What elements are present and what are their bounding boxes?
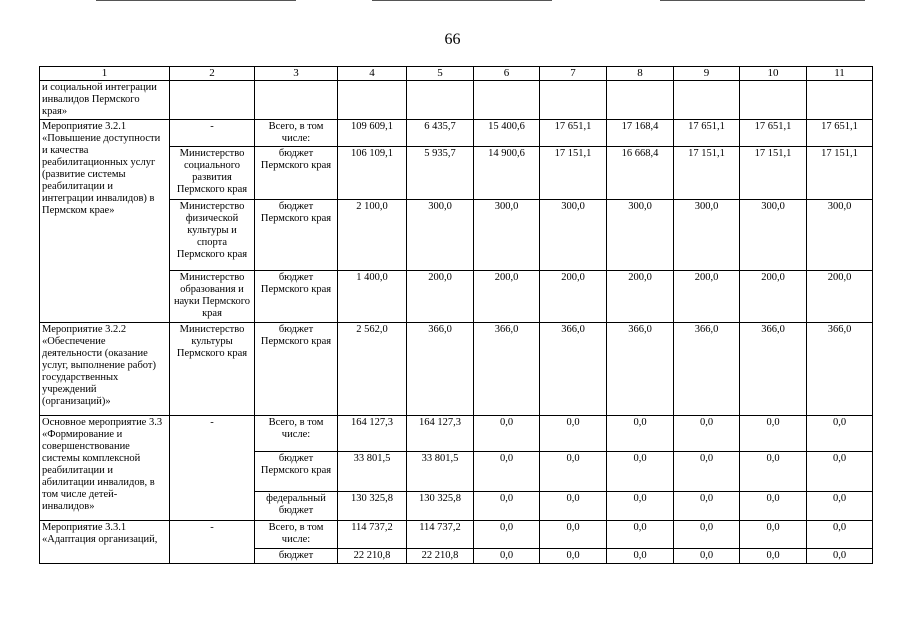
value-cell: 366,0 [407,323,474,416]
top-rule-left [96,0,296,1]
column-header-6: 6 [474,67,540,81]
funding-source: бюджет Пермского края [255,323,338,416]
value-cell: 17 151,1 [674,147,740,200]
table-row [40,323,873,416]
executor-cell: Министерство культуры Пермского края [170,323,255,416]
value-cell: 0,0 [607,521,674,549]
value-cell: 0,0 [540,452,607,492]
value-cell: 0,0 [740,492,807,521]
value-cell: 0,0 [740,549,807,564]
value-cell: 366,0 [674,323,740,416]
value-cell: 300,0 [407,200,474,271]
top-rule-right [660,0,865,1]
activity-name: и социальной интеграции инвалидов Пермского края» [40,81,170,120]
value-cell: 17 651,1 [740,120,807,147]
value-cell: 0,0 [807,549,873,564]
value-cell: 200,0 [807,271,873,323]
value-cell: 22 210,8 [407,549,474,564]
value-cell: 0,0 [607,492,674,521]
table-row [40,120,873,147]
value-cell: 1 400,0 [338,271,407,323]
value-cell: 0,0 [540,549,607,564]
value-cell: 114 737,2 [338,521,407,549]
value-cell: 130 325,8 [407,492,474,521]
value-cell: 17 151,1 [740,147,807,200]
value-cell: 17 151,1 [807,147,873,200]
executor-cell: Министерство социального развития Пермского края [170,147,255,200]
value-cell [740,81,807,120]
funding-source: бюджет Пермского края [255,452,338,492]
value-cell: 366,0 [474,323,540,416]
executor-cell: - [170,521,255,564]
value-cell [474,81,540,120]
value-cell: 200,0 [540,271,607,323]
funding-source: бюджет [255,549,338,564]
page-number: 66 [444,31,461,48]
value-cell: 0,0 [607,549,674,564]
funding-source: федеральный бюджет [255,492,338,521]
value-cell: 0,0 [540,492,607,521]
funding-source: Всего, в том числе: [255,416,338,452]
funding-source: бюджет Пермского края [255,271,338,323]
value-cell: 17 651,1 [674,120,740,147]
value-cell: 17 651,1 [807,120,873,147]
activity-name: Мероприятие 3.2.2 «Обеспечение деятельности (оказание услуг, выполнение работ) государственных учреждений (организаций)» [40,323,170,416]
top-rule-middle [372,0,552,1]
value-cell: 366,0 [540,323,607,416]
funding-source: бюджет Пермского края [255,200,338,271]
value-cell: 300,0 [807,200,873,271]
value-cell: 0,0 [607,452,674,492]
value-cell: 300,0 [607,200,674,271]
value-cell: 300,0 [674,200,740,271]
column-header-5: 5 [407,67,474,81]
executor-cell: Министерство физической культуры и спорта Пермского края [170,200,255,271]
value-cell: 0,0 [474,452,540,492]
value-cell [607,81,674,120]
value-cell: 0,0 [740,521,807,549]
value-cell: 0,0 [607,416,674,452]
column-header-7: 7 [540,67,607,81]
activity-name: Мероприятие 3.3.1 «Адаптация организаций, [40,521,170,564]
value-cell: 17 151,1 [540,147,607,200]
value-cell: 200,0 [674,271,740,323]
value-cell [407,81,474,120]
table-header-row [40,67,873,81]
value-cell [338,81,407,120]
value-cell: 0,0 [474,492,540,521]
funding-source: бюджет Пермского края [255,147,338,200]
value-cell: 0,0 [540,416,607,452]
value-cell: 17 168,4 [607,120,674,147]
value-cell: 0,0 [807,521,873,549]
column-header-1: 1 [40,67,170,81]
value-cell: 2 562,0 [338,323,407,416]
budget-table [39,66,873,564]
value-cell: 14 900,6 [474,147,540,200]
value-cell: 0,0 [674,452,740,492]
value-cell: 22 210,8 [338,549,407,564]
column-header-10: 10 [740,67,807,81]
table-row [40,521,873,549]
value-cell [674,81,740,120]
table-row [40,81,873,120]
value-cell: 0,0 [674,549,740,564]
column-header-4: 4 [338,67,407,81]
funding-source: Всего, в том числе: [255,120,338,147]
value-cell: 6 435,7 [407,120,474,147]
column-header-8: 8 [607,67,674,81]
value-cell: 200,0 [474,271,540,323]
value-cell: 300,0 [540,200,607,271]
column-header-3: 3 [255,67,338,81]
value-cell: 366,0 [607,323,674,416]
value-cell: 109 609,1 [338,120,407,147]
value-cell: 0,0 [540,521,607,549]
activity-name: Основное мероприятие 3.3 «Формирование и совершенствование системы комплексной реабилитации и абилитации инвалидов, в том числе детей-инвалидов» [40,416,170,521]
value-cell: 0,0 [474,521,540,549]
value-cell: 0,0 [674,521,740,549]
value-cell: 200,0 [740,271,807,323]
value-cell: 5 935,7 [407,147,474,200]
executor-cell: Министерство образования и науки Пермского края [170,271,255,323]
value-cell: 164 127,3 [407,416,474,452]
value-cell: 106 109,1 [338,147,407,200]
value-cell: 0,0 [474,416,540,452]
value-cell: 33 801,5 [338,452,407,492]
activity-name: Мероприятие 3.2.1 «Повышение доступности и качества реабилитационных услуг (развитие системы реабилитации и интеграции инвалидов) в Пермском крае» [40,120,170,323]
value-cell [807,81,873,120]
value-cell: 0,0 [807,416,873,452]
value-cell [540,81,607,120]
value-cell: 130 325,8 [338,492,407,521]
value-cell: 0,0 [807,452,873,492]
funding-source [255,81,338,120]
value-cell: 366,0 [740,323,807,416]
column-header-11: 11 [807,67,873,81]
value-cell: 2 100,0 [338,200,407,271]
executor-cell: - [170,416,255,521]
value-cell: 0,0 [740,452,807,492]
value-cell: 17 651,1 [540,120,607,147]
value-cell: 0,0 [674,416,740,452]
value-cell: 16 668,4 [607,147,674,200]
table-row [40,416,873,452]
value-cell: 0,0 [740,416,807,452]
value-cell: 33 801,5 [407,452,474,492]
value-cell: 164 127,3 [338,416,407,452]
value-cell: 300,0 [474,200,540,271]
value-cell: 200,0 [407,271,474,323]
value-cell: 366,0 [807,323,873,416]
value-cell: 0,0 [474,549,540,564]
value-cell: 0,0 [674,492,740,521]
value-cell: 300,0 [740,200,807,271]
value-cell: 0,0 [807,492,873,521]
value-cell: 200,0 [607,271,674,323]
value-cell: 15 400,6 [474,120,540,147]
executor-cell: - [170,120,255,147]
column-header-9: 9 [674,67,740,81]
value-cell: 114 737,2 [407,521,474,549]
executor-cell [170,81,255,120]
funding-source: Всего, в том числе: [255,521,338,549]
column-header-2: 2 [170,67,255,81]
